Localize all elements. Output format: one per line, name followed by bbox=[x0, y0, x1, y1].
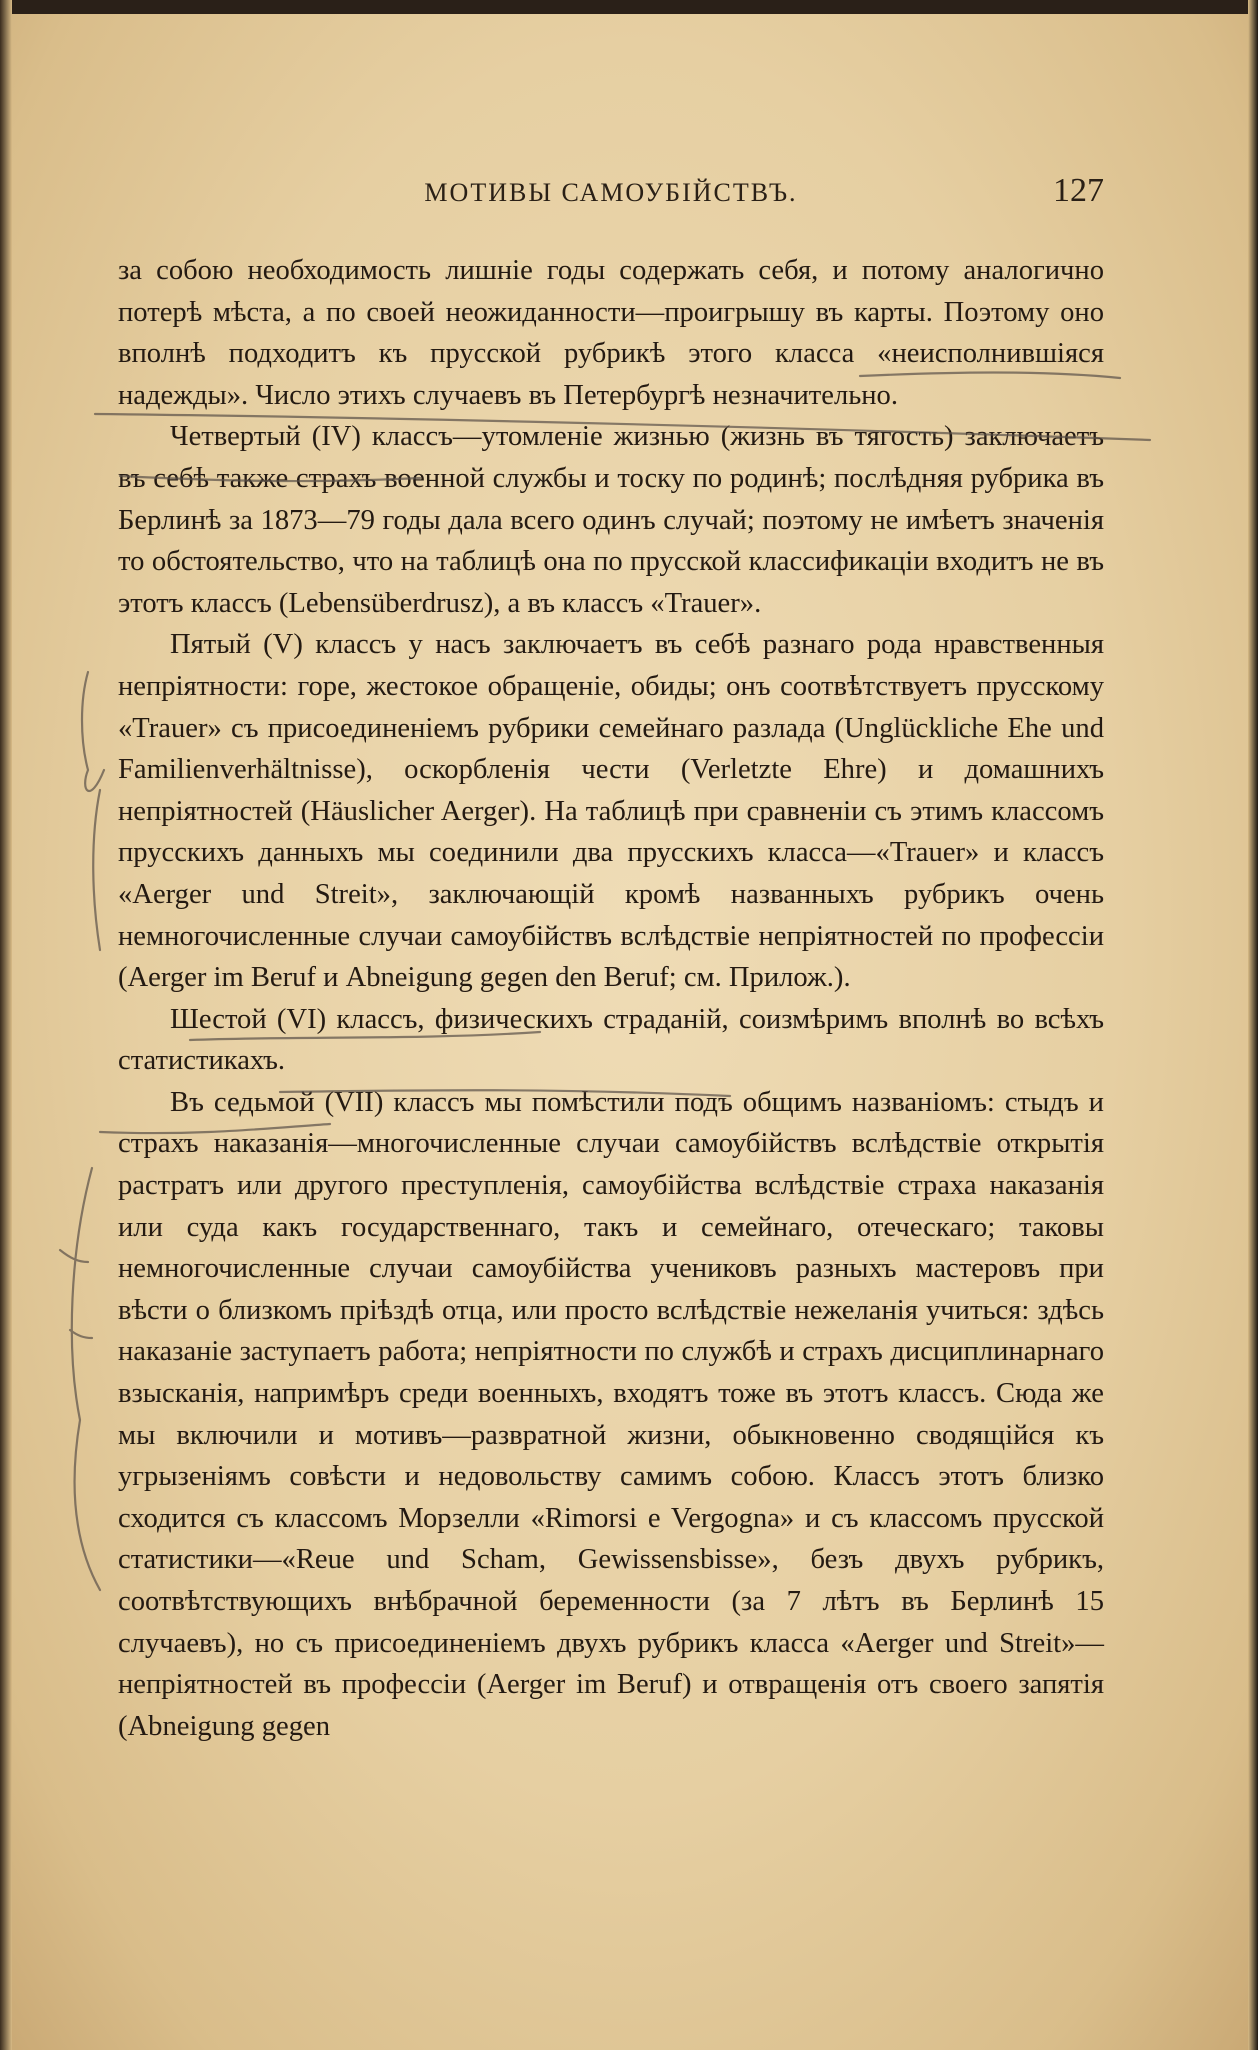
margin-bracket bbox=[93, 790, 100, 950]
page-number: 127 bbox=[1053, 172, 1104, 209]
page-right-edge bbox=[1248, 0, 1258, 2050]
body-text bbox=[118, 250, 1104, 1747]
running-head: МОТИВЫ САМОУБІЙСТВЪ. bbox=[424, 178, 798, 207]
page-top-edge bbox=[0, 0, 1258, 14]
paragraph-3: Пятый (V) классъ у насъ заключаетъ въ себѣ разнаго рода нравственныя непріятности: горе, жестокое обращеніе, обиды; онъ соотвѣтствуетъ прусскому «Trauer» съ присоединеніемъ рубрики семейнаго разлада (Unglückliche Ehe und Familienverhältnisse), оскорбленія чести (Verletzte Ehre) и домашнихъ непріятностей (Häuslicher Aerger). На таблицѣ при сравненіи съ этимъ классомъ прусскихъ данныхъ мы соединили два прусскихъ класса—«Trauer» и классъ «Aerger und Streit», заключающій кромѣ названныхъ рубрикъ очень немногочисленные случаи самоубійствъ вслѣдствіе непріятностей по профессіи (Aerger im Beruf и Abneigung gegen den Beruf; см. Прилож.). bbox=[118, 629, 1104, 994]
margin-bracket bbox=[82, 672, 104, 791]
paragraph-1: за собою необходимость лишніе годы содержать себя, и потому аналогично потерѣ мѣста, а по своей неожиданности—проигрышу въ карты. Поэтому оно вполнѣ подходитъ къ прусской рубрикѣ этого класса «неисполнившіяся надежды». Число этихъ случаевъ въ Петербургѣ незначительно. bbox=[118, 255, 1104, 411]
margin-bracket bbox=[60, 1250, 88, 1262]
paragraph-2: Четвертый (IV) классъ—утомленіе жизнью (жизнь въ тягость) заключаетъ въ себѣ также страхъ военной службы и тоску по родинѣ; послѣдняя рубрика въ Берлинѣ за 1873—79 годы дала всего одинъ случай; поэтому не имѣетъ значенія то обстоятельство, что на таблицѣ она по прусской классификаціи входитъ не въ этотъ классъ (Lebensüberdrusz), а въ классъ «Trauer». bbox=[118, 421, 1104, 619]
margin-bracket bbox=[72, 1168, 100, 1590]
page-header bbox=[118, 172, 1104, 212]
paragraph-5: Въ седьмой (VII) классъ мы помѣстили подъ общимъ названіомъ: стыдъ и страхъ наказанія—многочисленные случаи самоубійствъ вслѣдствіе открытія растратъ или другого преступленія, самоубійства вслѣдствіе страха наказанія или суда какъ государственнаго, такъ и семейнаго, отеческаго; таковы немногочисленные случаи самоубійства учениковъ разныхъ мастеровъ при вѣсти о близкомъ пріѣздѣ отца, или просто вслѣдствіе нежеланія учиться: здѣсь наказаніе заступаетъ работа; непріятности по службѣ и страхъ дисциплинарнаго взысканія, напримѣръ среди военныхъ, входятъ тоже въ этотъ классъ. Сюда же мы включили и мотивъ—развратной жизни, обыкновенно сводящійся къ угрызеніямъ совѣсти и недовольству самимъ собою. Классъ этотъ близко сходится съ классомъ Морзелли «Rimorsi e Vergogna» и съ классомъ прусской статистики—«Reue und Scham, Gewissensbisse», безъ двухъ рубрикъ, соотвѣтствующихъ внѣбрачной беременности (за 7 лѣтъ въ Берлинѣ 15 случаевъ), но съ присоединеніемъ двухъ рубрикъ класса «Aerger und Streit»—непріятностей въ профессіи (Aerger im Beruf) и отвращенія отъ своего запятія (Abneigung gegen bbox=[118, 1086, 1104, 1742]
paragraph-4: Шестой (VI) классъ, физическихъ страданій, соизмѣримъ вполнѣ во всѣхъ статистикахъ. bbox=[118, 1003, 1104, 1077]
page-left-edge bbox=[0, 0, 12, 2050]
margin-bracket bbox=[70, 1330, 92, 1338]
